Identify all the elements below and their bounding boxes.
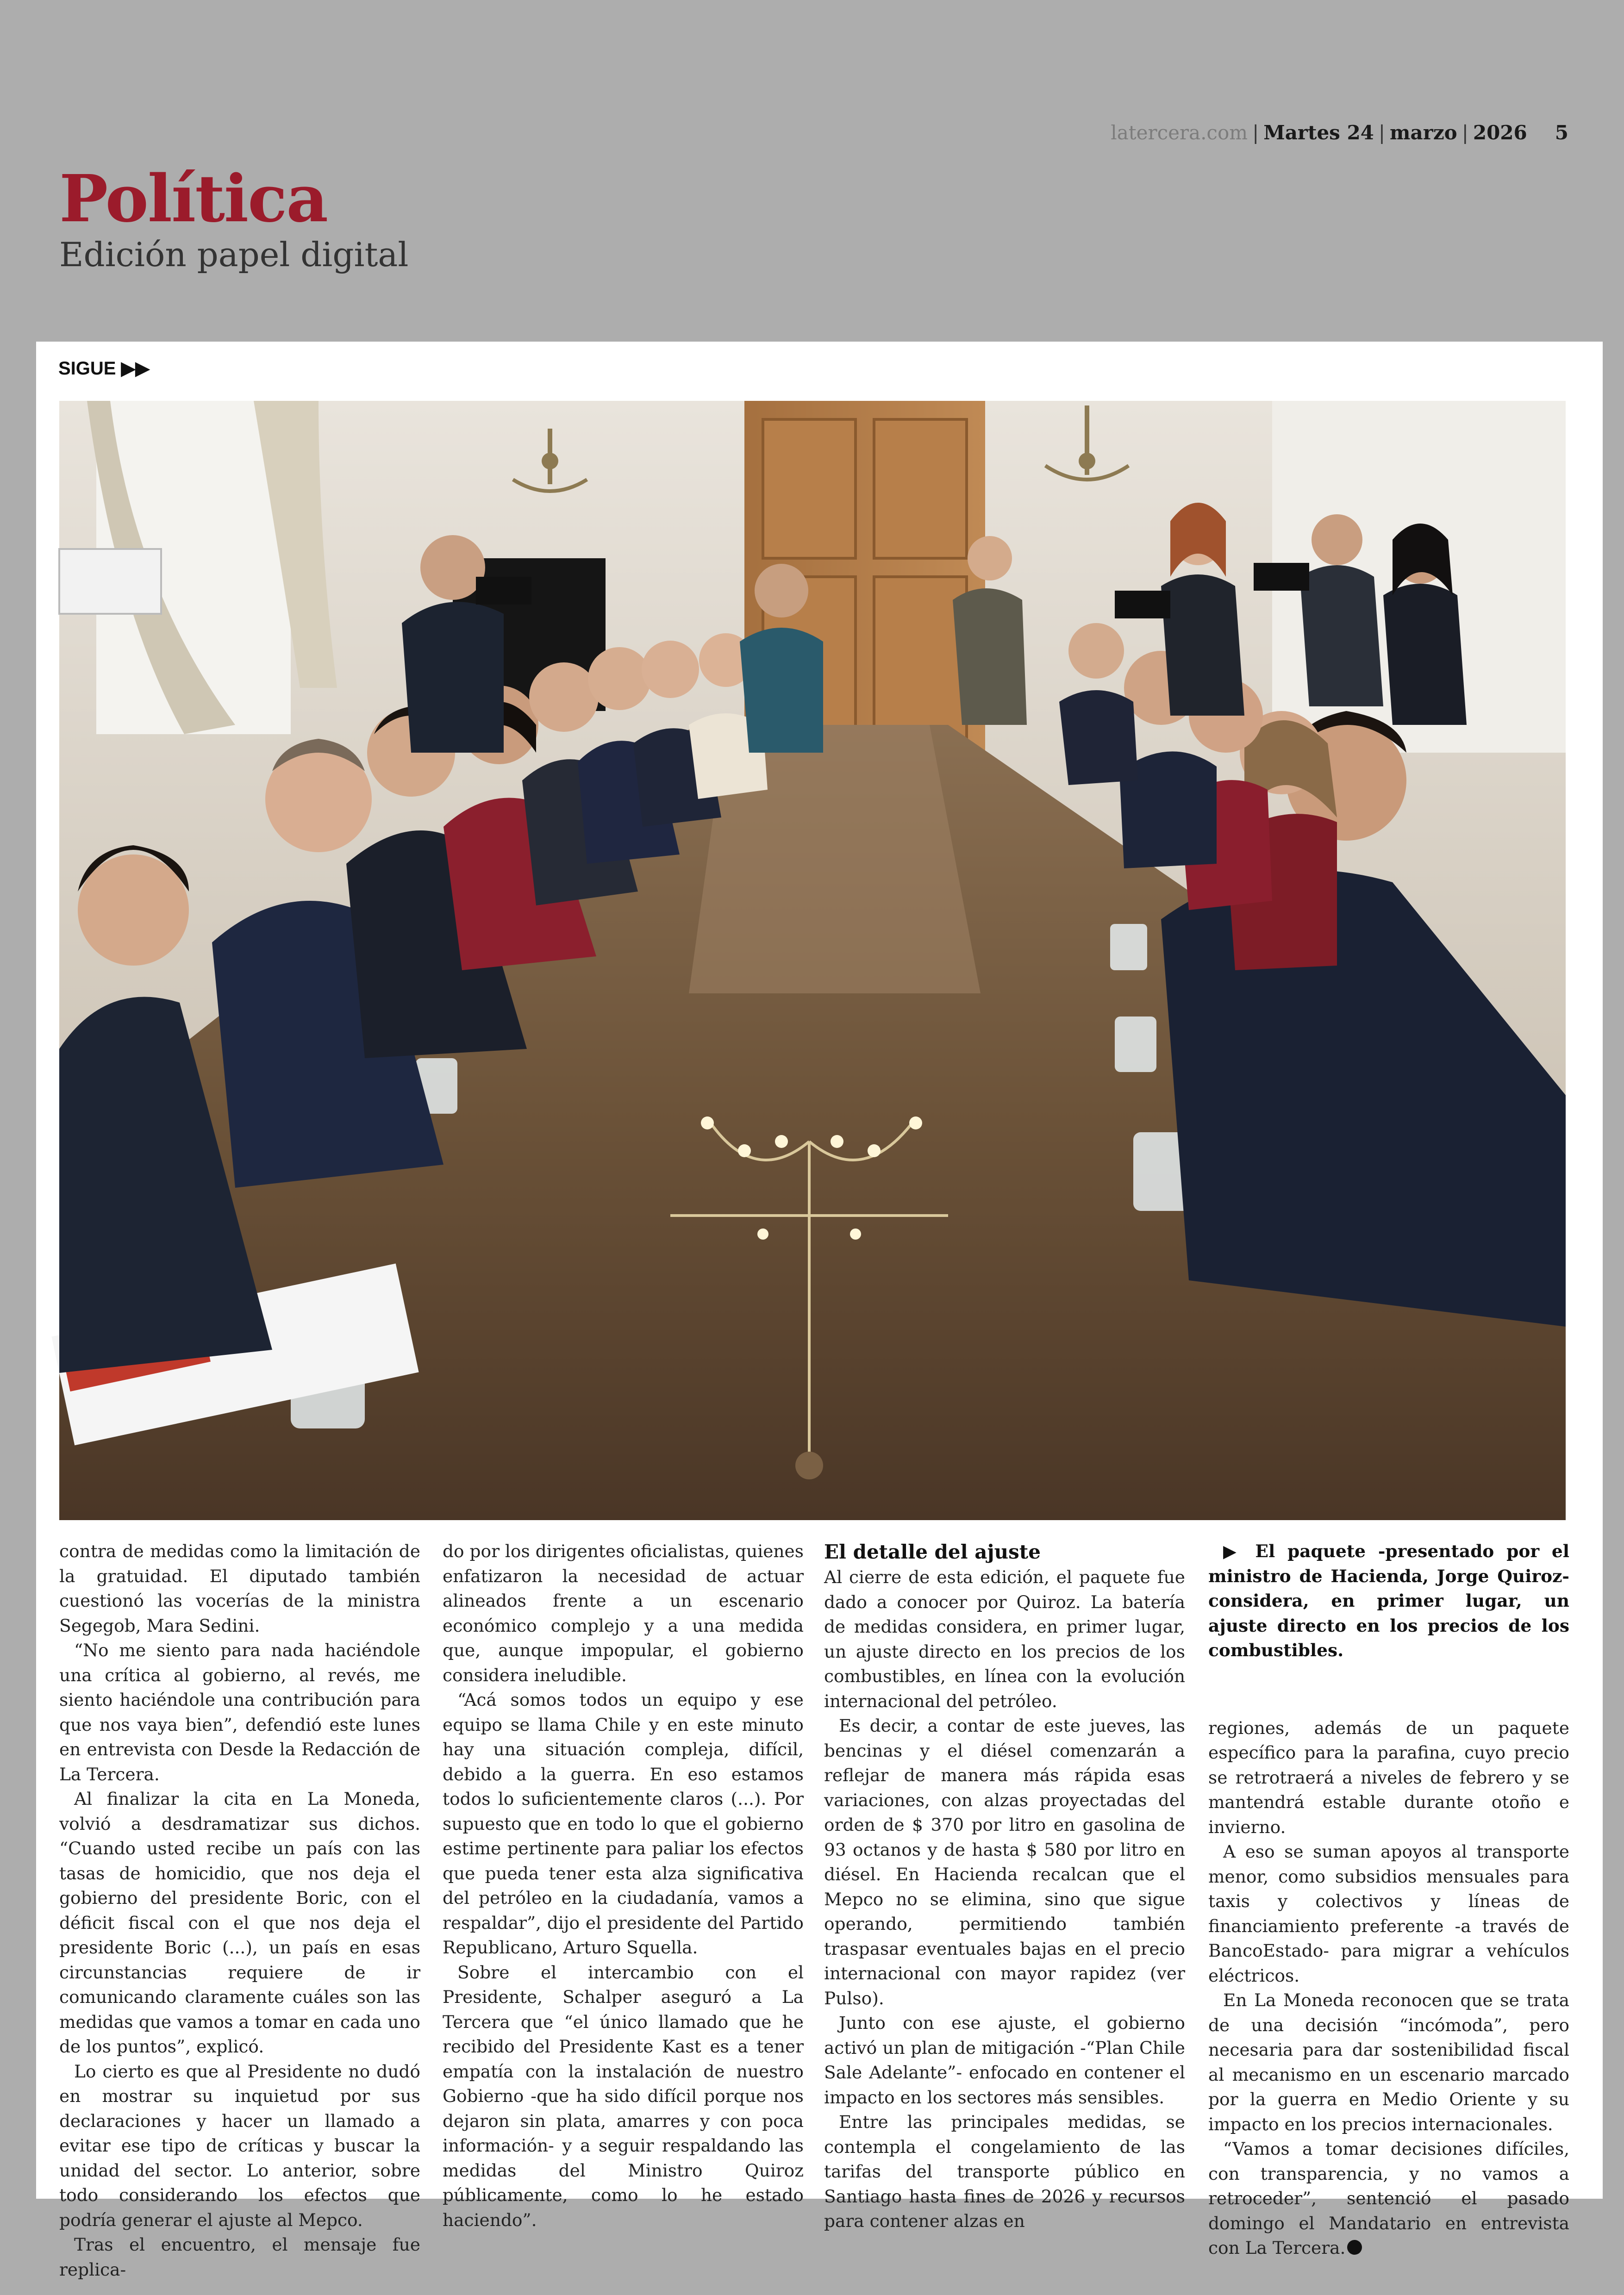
paragraph: “No me siento para nada haciéndole una crítica al gobierno, al revés, me siento haciéndole una contribución para que nos vaya bien”, defendió este lunes en entrevista con Desde la Redacción de La Tercera. [59, 1640, 420, 1784]
article-column-1 [59, 1539, 420, 2280]
section-subtitle: Edición papel digital [59, 235, 409, 274]
paragraph: “Acá somos todos un equipo y ese equipo se llama Chile y en este minuto hay una situación compleja, difícil, debido a la guerra. En eso estamos todos lo suficientemente claros (...). Por supuesto que en todo lo que el gobierno estime pertinente para paliar los efectos que pueda tener esta alza significativa del petróleo en la ciudadanía, vamos a respaldar”, dijo el presidente del Partido Republicano, Arturo Squella. [443, 1690, 804, 1958]
article-column-2 [443, 1539, 804, 2230]
end-of-article-icon [1347, 2240, 1362, 2255]
paragraph [1208, 2137, 1569, 2261]
paragraph: Al cierre de esta edición, el paquete fue dado a conocer por Quiroz. La batería de medidas considera, en primer lugar, un ajuste directo en los precios de los combustibles, en línea con la evolución internacional del petróleo. [824, 1567, 1185, 1711]
pull-quote: ▶ El paquete -presentado por el ministro de Hacienda, Jorge Quiroz- considera, en primer lugar, un ajuste directo en los precios de los combustibles. [1208, 1541, 1569, 1660]
paragraph: Junto con ese ajuste, el gobierno activó un plan de mitigación -“Plan Chile Sale Adelante”- enfocado en contener el impacto en los sectores más sensibles. [824, 2013, 1185, 2108]
site-name[interactable]: latercera.com [1111, 121, 1248, 144]
paragraph: contra de medidas como la limitación de la gratuidad. El diputado también cuestionó las vocerías de la ministra Segegob, Mara Sedini. [59, 1541, 420, 1636]
paragraph: do por los dirigentes oficialistas, quienes enfatizaron la necesidad de actuar alineados frente a un escenario económico complejo y a una medida que, aunque impopular, el gobierno considera ineludible. [443, 1541, 804, 1685]
continue-label: SIGUE ▶▶ [58, 358, 150, 379]
article-column-4 [1208, 1539, 1569, 2258]
paragraph: Sobre el intercambio con el Presidente, Schalper aseguró a La Tercera que “el único llamado que he recibido del Presidente Kast es a tener empatía con la instalación de nuestro Gobierno -que ha sido difícil porque nos dejaron sin plata, amarres y con poca información- y a seguir respaldando las medidas del Ministro Quiroz públicamente, como lo he estado haciendo”. [443, 1962, 804, 2230]
article-photo [59, 401, 1566, 1520]
closing-paragraph-text: “Vamos a tomar decisiones difíciles, con transparencia, y no vamos a retroceder”, sentenció el pasado domingo el Mandatario en entrevista con La Tercera. [1208, 2139, 1569, 2258]
paragraph: A eso se suman apoyos al transporte menor, como subsidios mensuales para taxis y colectivos y líneas de financiamiento preferente -a través de BancoEstado- para migrar a vehículos eléctricos. [1208, 1841, 1569, 1986]
page-header-line: latercera.com | Martes 24 | marzo | 2026 5 [1111, 121, 1568, 144]
paragraph: Es decir, a contar de este jueves, las bencinas y el diésel comenzarán a reflejar de manera más rápida esas variaciones, con alzas proyectadas del orden de $ 370 por litro en gasolina de 93 octanos y de hasta $ 580 por litro en diésel. En Hacienda recalcan que el Mepco no se elimina, sino que sigue operando, permitiendo también traspasar eventuales bajas en el precio internacional con mayor rapidez (ver Pulso). [824, 1715, 1185, 2008]
paragraph: En La Moneda reconocen que se trata de una decisión “incómoda”, pero necesaria para dar sostenibilidad fiscal al mecanismo en un escenario marcado por la guerra en Medio Oriente y su impacto en los precios internacionales. [1208, 1990, 1569, 2134]
article-column-3 [824, 1539, 1185, 2231]
section-title: Política [59, 161, 328, 237]
header-year: 2026 [1473, 121, 1527, 144]
paragraph: Tras el encuentro, el mensaje fue replica- [59, 2234, 420, 2280]
subheading: El detalle del ajuste [824, 1540, 1041, 1563]
meeting-room-illustration [59, 401, 1566, 1520]
paragraph: Lo cierto es que al Presidente no dudó en mostrar su inquietud por sus declaraciones y hacer un llamado a evitar ese tipo de críticas y buscar la unidad del sector. Lo anterior, sobre todo considerando los efectos que podría generar el ajuste al Mepco. [59, 2061, 420, 2230]
page-number: 5 [1555, 121, 1568, 144]
header-weekday: Martes 24 [1263, 121, 1374, 144]
paragraph: Al finalizar la cita en La Moneda, volvió a desdramatizar sus dichos. “Cuando usted recibe un país con las tasas de homicidio, que nos deja el gobierno del presidente Boric, con el déficit fiscal con el que nos deja el presidente Boric (...), un país en esas circunstancias requiere de ir comunicando claramente cuáles son las medidas que vamos a tomar en cada uno de los puntos”, explicó. [59, 1789, 420, 2057]
paragraph: regiones, además de un paquete específico para la parafina, cuyo precio se retrotraerá a niveles de febrero y se mantendrá estable durante otoño e invierno. [1208, 1717, 1569, 1837]
header-month: marzo [1390, 121, 1457, 144]
paragraph: Entre las principales medidas, se contempla el congelamiento de las tarifas del transporte público en Santiago hasta fines de 2026 y recursos para contener alzas en [824, 2112, 1185, 2231]
